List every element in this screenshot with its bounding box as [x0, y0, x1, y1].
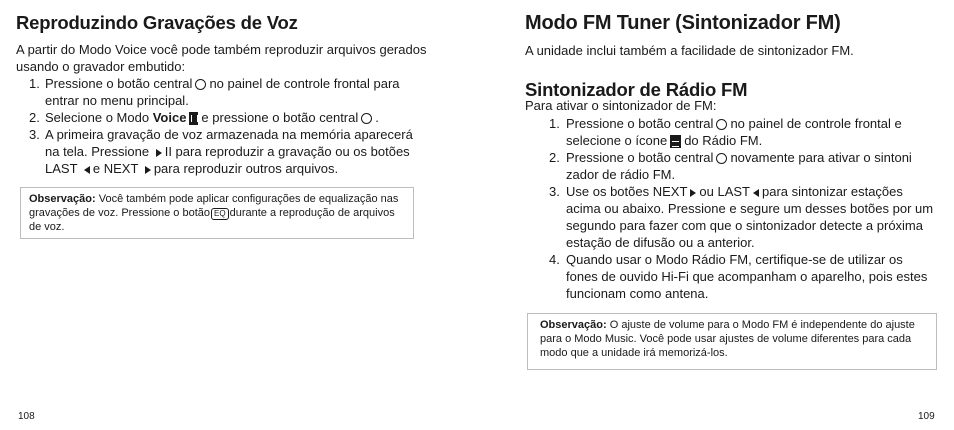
step-text: Use os botões NEXT	[566, 184, 688, 199]
step-number: 3.	[549, 184, 560, 199]
fm-radio-icon	[670, 135, 681, 148]
list-item	[16, 109, 428, 126]
eq-button-icon: EQ	[211, 208, 229, 220]
circle-icon	[361, 113, 372, 124]
step-number: 1.	[29, 76, 40, 91]
step-text: .	[375, 110, 379, 125]
triangle-left-icon	[84, 166, 90, 174]
intro-paragraph: A unidade inclui também a facilidade de sintonizador FM.	[525, 43, 854, 58]
step-text: e NEXT	[92, 161, 139, 176]
step-text: no painel de controle frontal e selecione o ícone	[566, 116, 902, 148]
list-item	[16, 126, 428, 177]
play-pause-icon	[156, 149, 162, 157]
step-number: 2.	[549, 150, 560, 165]
step-text: ou LAST	[699, 184, 750, 199]
page-number: 108	[18, 411, 35, 422]
step-number: 3.	[29, 127, 40, 142]
note-text: O ajuste de volume para o Modo FM é independente do ajuste para o Modo Music. Você pode usar ajustes de volume diferentes para cada modo que a unidade irá memorizá-los.	[540, 319, 915, 359]
list-item	[525, 251, 935, 302]
voice-icon	[189, 112, 198, 125]
list-item	[16, 75, 428, 109]
note-text: durante a reprodução de arquivos de voz.	[29, 207, 395, 233]
triangle-right-icon	[690, 189, 696, 197]
step-number: 4.	[549, 252, 560, 267]
intro-paragraph-2: Para ativar o sintonizador de FM:	[525, 98, 717, 113]
step-text: Pressione o botão central	[566, 150, 714, 165]
intro-paragraph: A partir do Modo Voice você pode também reproduzir arquivos gerados usando o gravador embutido:	[16, 42, 427, 74]
left-page	[16, 0, 432, 430]
page-number: 109	[918, 411, 935, 422]
note-box	[527, 313, 937, 370]
steps-list	[16, 75, 428, 177]
circle-icon	[716, 119, 727, 130]
circle-icon	[195, 79, 206, 90]
step-number: 2.	[29, 110, 40, 125]
step-text: para sintonizar estações acima ou abaixo. Pressione e segure um desses botões por um segundo para fazer com que o sintonizador detecte a próxima estação de difusão ou a anterior.	[566, 184, 934, 250]
list-item	[525, 149, 935, 183]
page-heading-voice-playback: Reproduzindo Gravações de Voz	[16, 12, 298, 33]
step-text: e pressione o botão central	[201, 110, 359, 125]
voice-mode-label: Voice	[152, 110, 187, 125]
note-label: Observação:	[29, 193, 96, 205]
list-item	[525, 115, 935, 149]
step-number: 1.	[549, 116, 560, 131]
step-text: no painel de controle frontal para entrar no menu principal.	[45, 76, 400, 108]
step-text: II para reproduzir a gravação ou os botões LAST	[45, 144, 410, 176]
steps-list	[525, 115, 935, 302]
step-text: Quando usar o Modo Rádio FM, certifique-se de utilizar os fones de ouvido Hi-Fi que acompanham o aparelho, pois estes funcionam como antena.	[566, 252, 928, 301]
note-label: Observação:	[540, 319, 607, 331]
step-text: novamente para ativar o sintoni zador de rádio FM.	[566, 150, 912, 182]
step-text: Pressione o botão central	[566, 116, 714, 131]
note-text: Você também pode aplicar configurações de equalização nas gravações de voz. Pressione o botão	[29, 193, 399, 219]
triangle-left-icon	[753, 189, 759, 197]
list-item	[525, 183, 935, 251]
page-heading-fm-tuner: Modo FM Tuner (Sintonizador FM)	[525, 12, 841, 34]
step-text: A primeira gravação de voz armazenada na memória aparecerá na tela. Pressione	[45, 127, 413, 159]
right-page	[525, 0, 937, 430]
step-text: Selecione o Modo	[45, 110, 150, 125]
step-text: do Rádio FM.	[684, 133, 763, 148]
step-text: para reproduzir outros arquivos.	[153, 161, 339, 176]
step-text: Pressione o botão central	[45, 76, 193, 91]
note-box	[20, 187, 414, 239]
triangle-right-icon	[145, 166, 151, 174]
section-heading-fm-radio: Sintonizador de Rádio FM	[525, 79, 748, 100]
circle-icon	[716, 153, 727, 164]
